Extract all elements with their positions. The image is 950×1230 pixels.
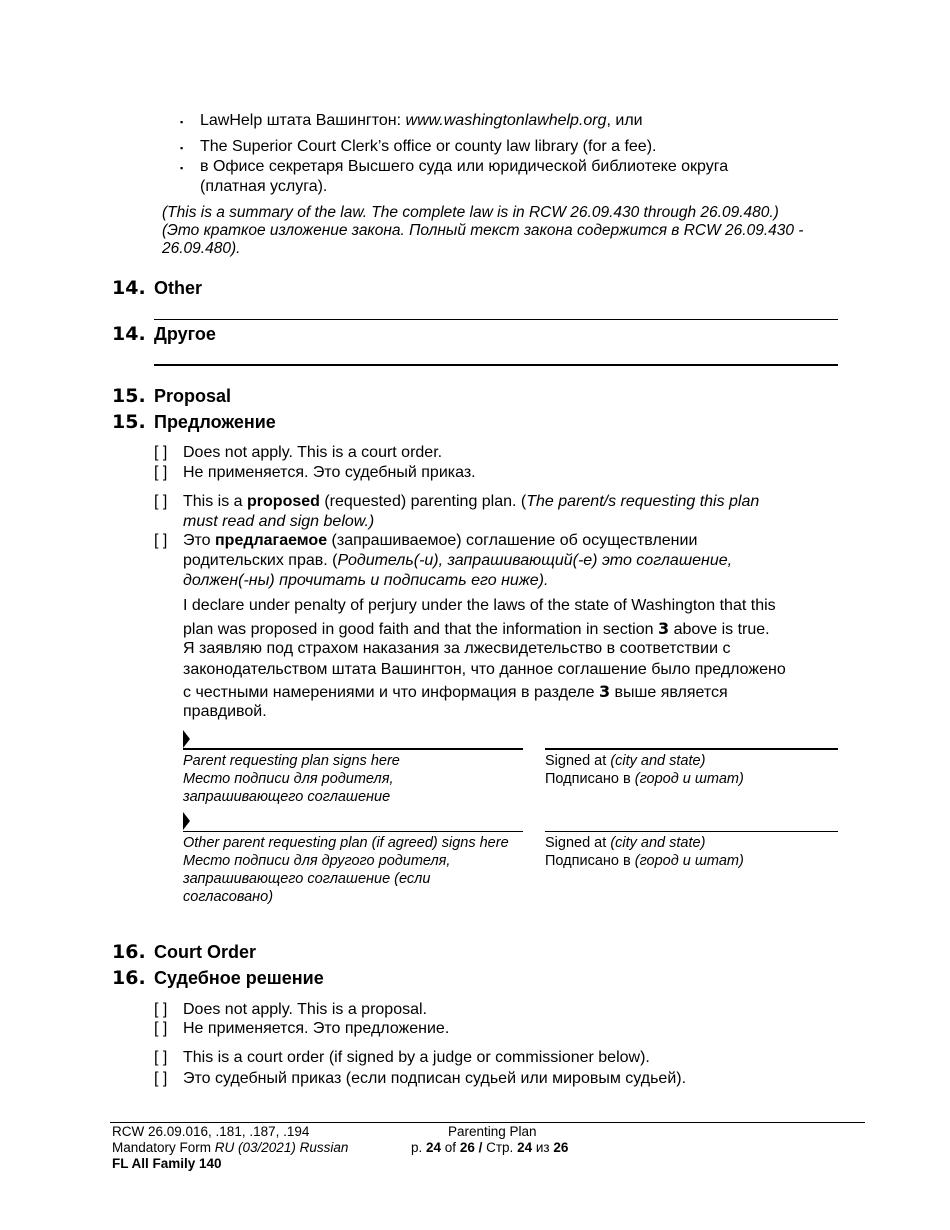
footer-page-number: p. 24 of 26 / Стр. 24 из 26: [411, 1140, 569, 1155]
checkbox-not-apply-order[interactable]: [ ]: [154, 1001, 168, 1018]
bullet: ▪: [180, 163, 184, 173]
law-summary-ru-2: 26.09.480).: [162, 240, 241, 257]
checkbox-court-order-ru[interactable]: [ ]: [154, 1070, 168, 1087]
section-15-title-ru: Предложение: [154, 412, 276, 432]
option-proposed-ru-3: должен(-ны) прочитать и подписать его ниже).: [183, 572, 549, 589]
section-16-number: 16.: [112, 941, 146, 963]
sig2-label-ru: Место подписи для другого родителя,: [183, 853, 451, 869]
checkbox-court-order[interactable]: [ ]: [154, 1049, 168, 1066]
section-16-title-en: Court Order: [154, 942, 257, 962]
section-14-title-ru: Другое: [154, 324, 216, 344]
checkbox-not-apply-order-ru[interactable]: [ ]: [154, 1020, 168, 1037]
footer-doc-title: Parenting Plan: [448, 1124, 537, 1139]
section-16-title-ru: Судебное решение: [154, 968, 324, 988]
order-not-apply-ru: Не применяется. Это предложение.: [183, 1020, 450, 1037]
other-entry-line[interactable]: [154, 319, 838, 320]
footer-rcw: RCW 26.09.016, .181, .187, .194: [112, 1124, 310, 1139]
checkbox-proposed-plan-ru[interactable]: [ ]: [154, 532, 168, 549]
parent-signature-line[interactable]: [183, 748, 523, 750]
sig2-label-en: Other parent requesting plan (if agreed) signs here: [183, 835, 509, 851]
section-16-number-ru: 16.: [112, 967, 146, 989]
signed-at-label: Signed at (city and state): [545, 753, 706, 769]
bullet: ▪: [180, 143, 184, 153]
law-summary-ru: (Это краткое изложение закона. Полный текст закона содержится в RCW 26.09.430 -: [162, 222, 804, 239]
lawhelp-url[interactable]: www.washingtonlawhelp.org: [405, 112, 607, 129]
footer-form-id: FL All Family 140: [112, 1156, 222, 1171]
order-court-en: This is a court order (if signed by a judge or commissioner below).: [183, 1049, 650, 1066]
resource-clerk-ru-2: (платная услуга).: [200, 178, 328, 195]
signed-at-label-ru-2: Подписано в (город и штат): [545, 853, 744, 869]
resource-lawhelp: LawHelp штата Вашингтон: www.washingtonlawhelp.org, или: [200, 112, 643, 129]
other-parent-signature-line[interactable]: [183, 831, 523, 832]
declaration-ru-1: Я заявляю под страхом наказания за лжесвидетельство в соответствии с: [183, 640, 731, 657]
declaration-ru-4: правдивой.: [183, 703, 267, 720]
option-proposed-en: This is a proposed (requested) parenting plan. (The parent/s requesting this plan: [183, 493, 760, 510]
option-proposed-ru-2: родительских прав. (Родитель(-и), запрашивающий(-е) это соглашение,: [183, 552, 733, 569]
section-15-title-en: Proposal: [154, 386, 232, 406]
section-14-number-ru: 14.: [112, 323, 146, 345]
section-15-number-ru: 15.: [112, 411, 146, 433]
checkbox-proposed-plan[interactable]: [ ]: [154, 493, 168, 510]
sig1-label-ru-2: запрашивающего соглашение: [183, 789, 391, 805]
signed-at-line-2[interactable]: [545, 831, 838, 832]
footer-form: Mandatory Form RU (03/2021) Russian: [112, 1140, 349, 1155]
checkbox-not-apply-proposal-ru[interactable]: [ ]: [154, 464, 168, 481]
sig2-label-ru-2: запрашивающего соглашение (если: [183, 871, 431, 887]
order-court-ru: Это судебный приказ (если подписан судьей или мировым судьей).: [183, 1070, 687, 1087]
sig1-label-ru: Место подписи для родителя,: [183, 771, 394, 787]
order-not-apply-en: Does not apply. This is a proposal.: [183, 1001, 427, 1018]
declaration-en-1: I declare under penalty of perjury under the laws of the state of Washington that this: [183, 597, 776, 614]
section-14-number: 14.: [112, 277, 146, 299]
law-summary-en: (This is a summary of the law. The complete law is in RCW 26.09.430 through 26.09.480.): [162, 204, 779, 221]
resource-clerk-ru: в Офисе секретаря Высшего суда или юридической библиотеке округа: [200, 158, 729, 175]
sign-here-arrow-icon: [183, 812, 190, 830]
sign-here-arrow-icon: [183, 730, 190, 748]
signed-at-label-ru: Подписано в (город и штат): [545, 771, 744, 787]
declaration-en-2: plan was proposed in good faith and that the information in section 3 above is true.: [183, 619, 770, 638]
option-not-apply-en: Does not apply. This is a court order.: [183, 444, 443, 461]
signed-at-label-2: Signed at (city and state): [545, 835, 706, 851]
declaration-ru-3: с честными намерениями и что информация в разделе 3 выше является: [183, 682, 728, 701]
resource-clerk: The Superior Court Clerk’s office or county law library (for a fee).: [200, 138, 657, 155]
bullet: ▪: [180, 117, 184, 127]
option-proposed-ru: Это предлагаемое (запрашиваемое) соглашение об осуществлении: [183, 532, 698, 549]
other-entry-line-ru[interactable]: [154, 364, 838, 366]
option-not-apply-ru: Не применяется. Это судебный приказ.: [183, 464, 476, 481]
sig1-label-en: Parent requesting plan signs here: [183, 753, 400, 769]
sig2-label-ru-3: согласовано): [183, 889, 274, 905]
signed-at-line[interactable]: [545, 748, 838, 750]
checkbox-not-apply-proposal[interactable]: [ ]: [154, 444, 168, 461]
option-proposed-en-2: must read and sign below.): [183, 513, 375, 530]
footer-divider: [110, 1122, 865, 1123]
section-15-number: 15.: [112, 385, 146, 407]
section-14-title-en: Other: [154, 278, 203, 298]
declaration-ru-2: законодательством штата Вашингтон, что данное соглашение было предложено: [183, 661, 786, 678]
